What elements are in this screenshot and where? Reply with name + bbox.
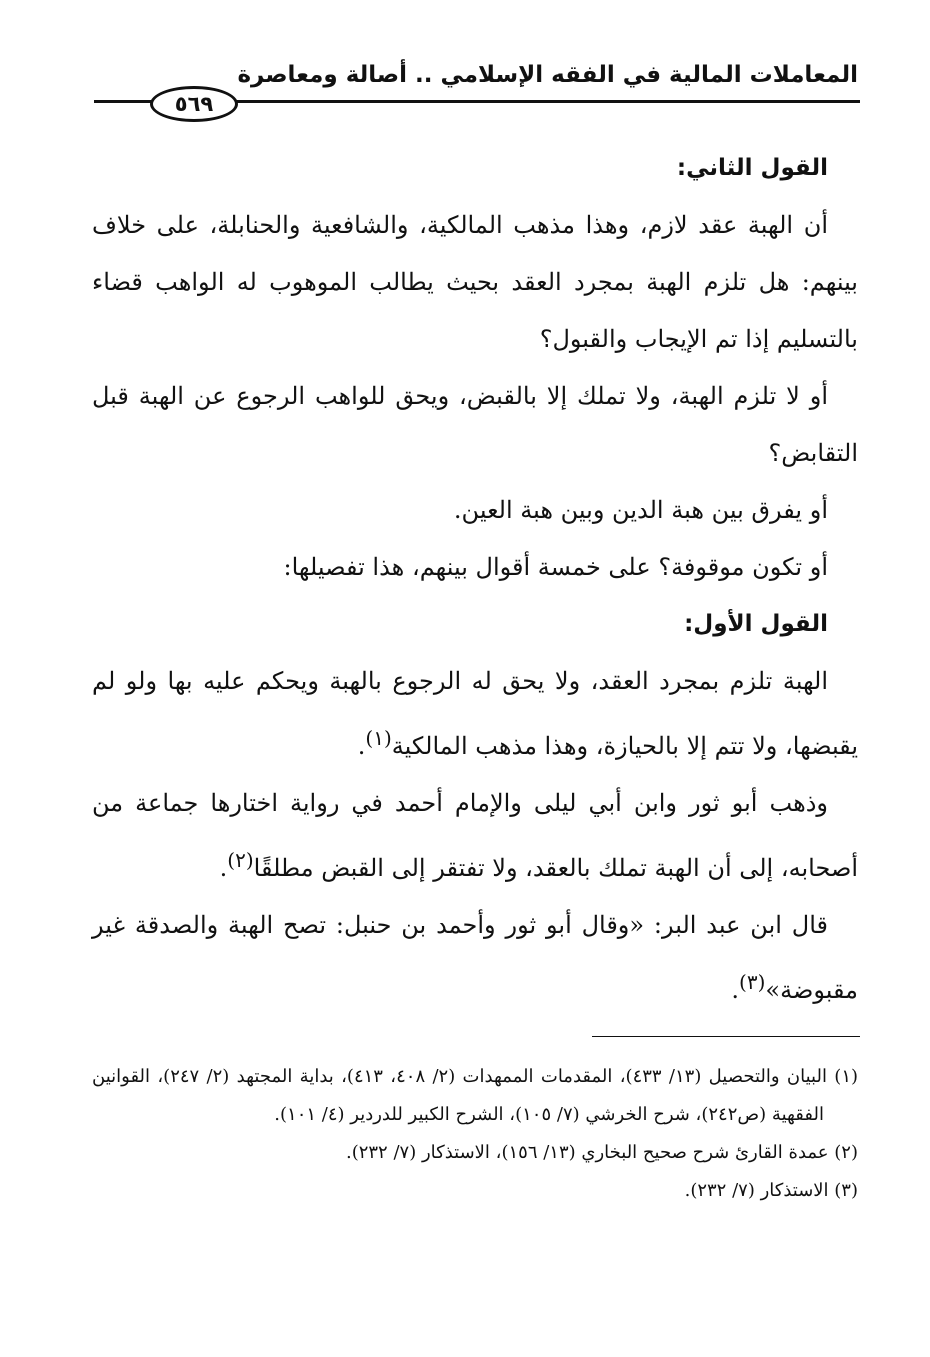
paragraph-5-text: الهبة تلزم بمجرد العقد، ولا يحق له الرجوع بالهبة ويحكم عليه بها ولو لم يقبضها، ولا تتم إلا بالحيازة، وهذا مذهب المالكية <box>92 667 858 760</box>
footnote-3: (٣) الاستذكار (٧/ ٢٣٢). <box>684 1180 858 1201</box>
paragraph-4: أو تكون موقوفة؟ على خمسة أقوال بينهم، هذا تفصيلها: <box>283 553 828 581</box>
footnote-separator <box>592 1036 860 1037</box>
paragraph-7: قال ابن عبد البر: «وقال أبو ثور وأحمد بن حنبل: تصح الهبة والصدقة غير مقبوضة»$^{(٣)}$. <box>92 911 858 1004</box>
footnote-ref-3: (٣) <box>739 970 766 994</box>
footnote-ref-2: (٢) <box>227 848 254 872</box>
page-number: ٥٦٩ <box>150 86 238 122</box>
running-header-title: المعاملات المالية في الفقه الإسلامي .. أصالة ومعاصرة <box>237 62 858 88</box>
paragraph-5: الهبة تلزم بمجرد العقد، ولا يحق له الرجوع بالهبة ويحكم عليه بها ولو لم يقبضها، ولا تتم إلا بالحيازة، وهذا مذهب المالكية$^{(١)}$. <box>92 667 858 760</box>
heading-first-opinion: القول الأول: <box>684 611 828 637</box>
footnote-1: (١) البيان والتحصيل (١٣/ ٤٣٣)، المقدمات الممهدات (٢/ ٤٠٨، ٤١٣)، بداية المجتهد (٢/ ٢٤٧)، القوانين الفقهية (ص٢٤٢)، شرح الخرشي (٧/ ١٠٥)، الشرح الكبير للدردير (٤/ ١٠١). <box>92 1066 859 1125</box>
heading-second-opinion: القول الثاني: <box>676 155 828 181</box>
footnote-ref-1: (١) <box>365 726 392 750</box>
paragraph-2: أو لا تلزم الهبة، ولا تملك إلا بالقبض، ويحق للواهب الرجوع عن الهبة قبل التقابض؟ <box>92 382 858 467</box>
footnote-2: (٢) عمدة القارئ شرح صحيح البخاري (١٣/ ١٥٦)، الاستذكار (٧/ ٢٣٢). <box>345 1142 858 1163</box>
paragraph-1: أن الهبة عقد لازم، وهذا مذهب المالكية، والشافعية والحنابلة، على خلاف بينهم: هل تلزم الهبة بمجرد العقد بحيث يطالب الموهوب له الواهب قضاء بالتسليم إذا تم الإيجاب والقبول؟ <box>92 211 858 353</box>
paragraph-6-text: وذهب أبو ثور وابن أبي ليلى والإمام أحمد في رواية اختارها جماعة من أصحابه، إلى أن الهبة تملك بالعقد، ولا تفتقر إلى القبض مطلقًا <box>92 789 858 882</box>
paragraph-6: وذهب أبو ثور وابن أبي ليلى والإمام أحمد في رواية اختارها جماعة من أصحابه، إلى أن الهبة تملك بالعقد، ولا تفتقر إلى القبض مطلقًا$^{(٢)}$. <box>92 789 858 882</box>
footnotes <box>92 1058 858 1210</box>
main-text <box>92 140 858 1019</box>
paragraph-7-text: قال ابن عبد البر: «وقال أبو ثور وأحمد بن حنبل: تصح الهبة والصدقة غير مقبوضة» <box>92 911 858 1004</box>
paragraph-3: أو يفرق بين هبة الدين وبين هبة العين. <box>453 496 828 524</box>
